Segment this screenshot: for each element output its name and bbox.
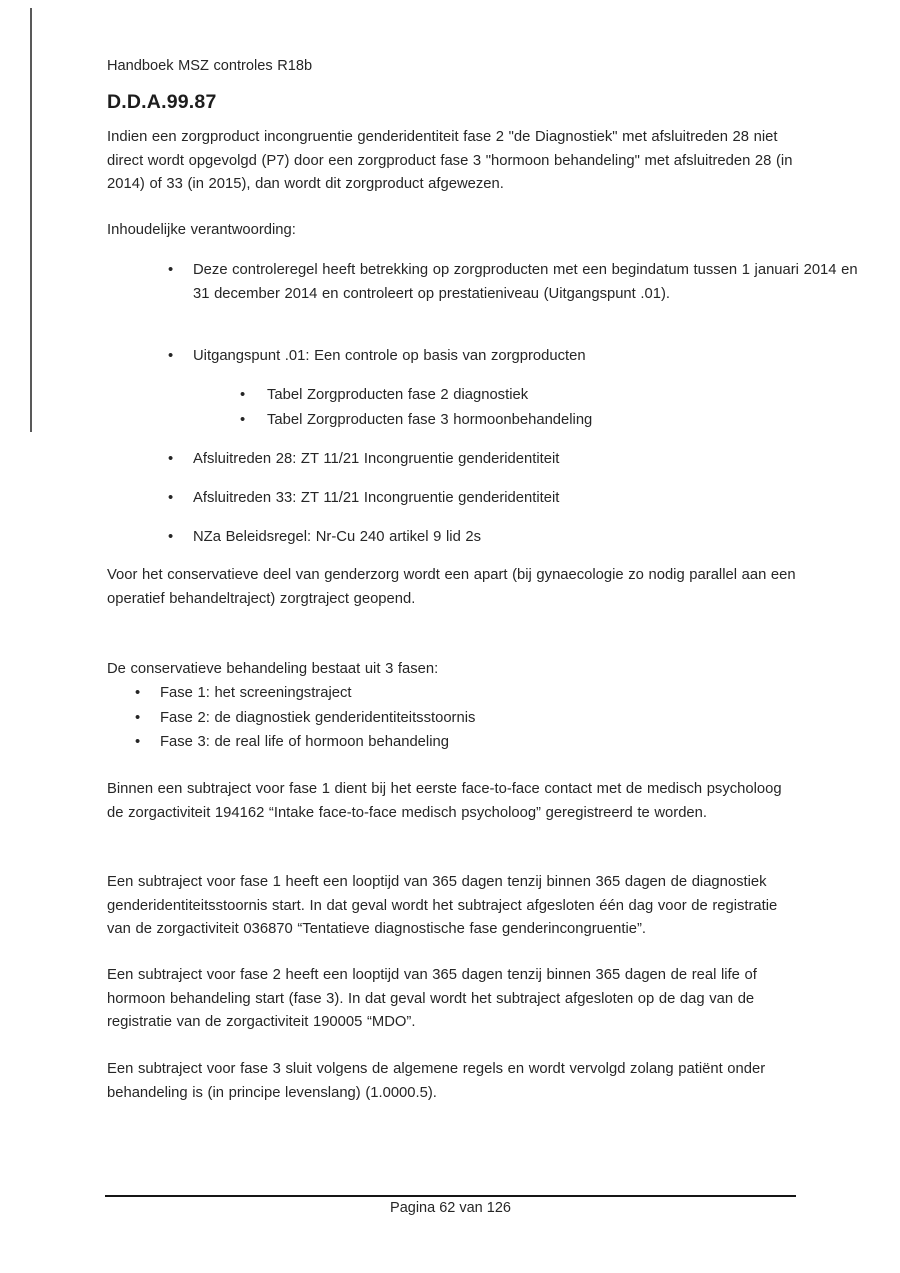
bullet-icon: • (240, 412, 246, 428)
fase-list-item (107, 731, 827, 755)
paragraph-fase2-looptijd: Een subtraject voor fase 2 heeft een looptijd van 365 dagen tenzij binnen 365 dagen de real life of hormoon behandeling start (fase 3). In dat geval wordt het subtraject afgesloten op de dag van de registratie van de zorgactiviteit 190005 “MDO”. (107, 967, 757, 1030)
bullet-icon: • (168, 529, 174, 545)
list-item (107, 448, 860, 472)
list-item-text: Afsluitreden 28: ZT 11/21 Incongruentie genderidentiteit (193, 451, 560, 467)
list-item (107, 345, 860, 369)
list-item-text: Fase 1: het screeningstraject (160, 685, 352, 701)
footer-divider (105, 1195, 796, 1197)
page-title: D.D.A.99.87 (107, 91, 217, 113)
bullet-icon: • (168, 348, 174, 364)
list-item-text: NZa Beleidsregel: Nr-Cu 240 artikel 9 lid 2s (193, 529, 482, 545)
list-item-text: Deze controleregel heeft betrekking op zorgproducten met een begindatum tussen 1 januari 2014 en 31 december 2014 en controleert op prestatieniveau (Uitgangspunt .01). (193, 262, 858, 302)
paragraph-fasen-intro: De conservatieve behandeling bestaat uit 3 fasen: (107, 661, 439, 677)
paragraph-fase1-intake: Binnen een subtraject voor fase 1 dient bij het eerste face-to-face contact met de medisch psycholoog de zorgactiviteit 194162 “Intake face-to-face medisch psycholoog” geregistreerd te worden. (107, 781, 782, 821)
list-item-text: Afsluitreden 33: ZT 11/21 Incongruentie genderidentiteit (193, 490, 560, 506)
page-number: Pagina 62 van 126 (390, 1200, 511, 1216)
sub-list-item (107, 409, 900, 433)
bullet-icon: • (168, 490, 174, 506)
paragraph-verantwoording-label: Inhoudelijke verantwoording: (107, 222, 296, 238)
list-item-text: Tabel Zorgproducten fase 3 hormoonbehandeling (267, 412, 593, 428)
bullet-icon: • (168, 262, 174, 278)
list-item (107, 259, 860, 306)
fase-list-item (107, 707, 827, 731)
list-item-text: Fase 2: de diagnostiek genderidentiteitsstoornis (160, 710, 476, 726)
list-item-text: Fase 3: de real life of hormoon behandeling (160, 734, 449, 750)
fase-list-item (107, 682, 827, 706)
bullet-icon: • (135, 685, 141, 701)
bullet-icon: • (240, 387, 246, 403)
document-header: Handboek MSZ controles R18b (107, 58, 313, 74)
paragraph-fase1-looptijd: Een subtraject voor fase 1 heeft een looptijd van 365 dagen tenzij binnen 365 dagen de diagnostiek genderidentiteitsstoornis start. In dat geval wordt het subtraject afgesloten één dag voor de registratie van de zorgactiviteit 036870 “Tentatieve diagnostische fase genderincongruentie”. (107, 874, 778, 937)
bullet-icon: • (135, 734, 141, 750)
paragraph-conservatief: Voor het conservatieve deel van genderzorg wordt een apart (bij gynaecologie zo nodig parallel aan een operatief behandeltraject) zorgtraject geopend. (107, 567, 796, 607)
scan-edge-line (30, 8, 32, 432)
paragraph-fase3: Een subtraject voor fase 3 sluit volgens de algemene regels en wordt vervolgd zolang patiënt onder behandeling is (in principe levenslang) (1.0000.5). (107, 1061, 766, 1101)
bullet-icon: • (135, 710, 141, 726)
sub-list-item (107, 384, 900, 408)
list-item-text: Uitgangspunt .01: Een controle op basis van zorgproducten (193, 348, 586, 364)
paragraph-intro: Indien een zorgproduct incongruentie genderidentiteit fase 2 "de Diagnostiek" met afsluitreden 28 niet direct wordt opgevolgd (P7) door een zorgproduct fase 3 "hormoon behandeling" met afsluitreden 28 (in 2014) of 33 (in 2015), dan wordt dit zorgproduct afgewezen. (107, 129, 793, 192)
list-item (107, 487, 860, 511)
list-item-text: Tabel Zorgproducten fase 2 diagnostiek (267, 387, 529, 403)
list-item (107, 526, 860, 550)
bullet-icon: • (168, 451, 174, 467)
